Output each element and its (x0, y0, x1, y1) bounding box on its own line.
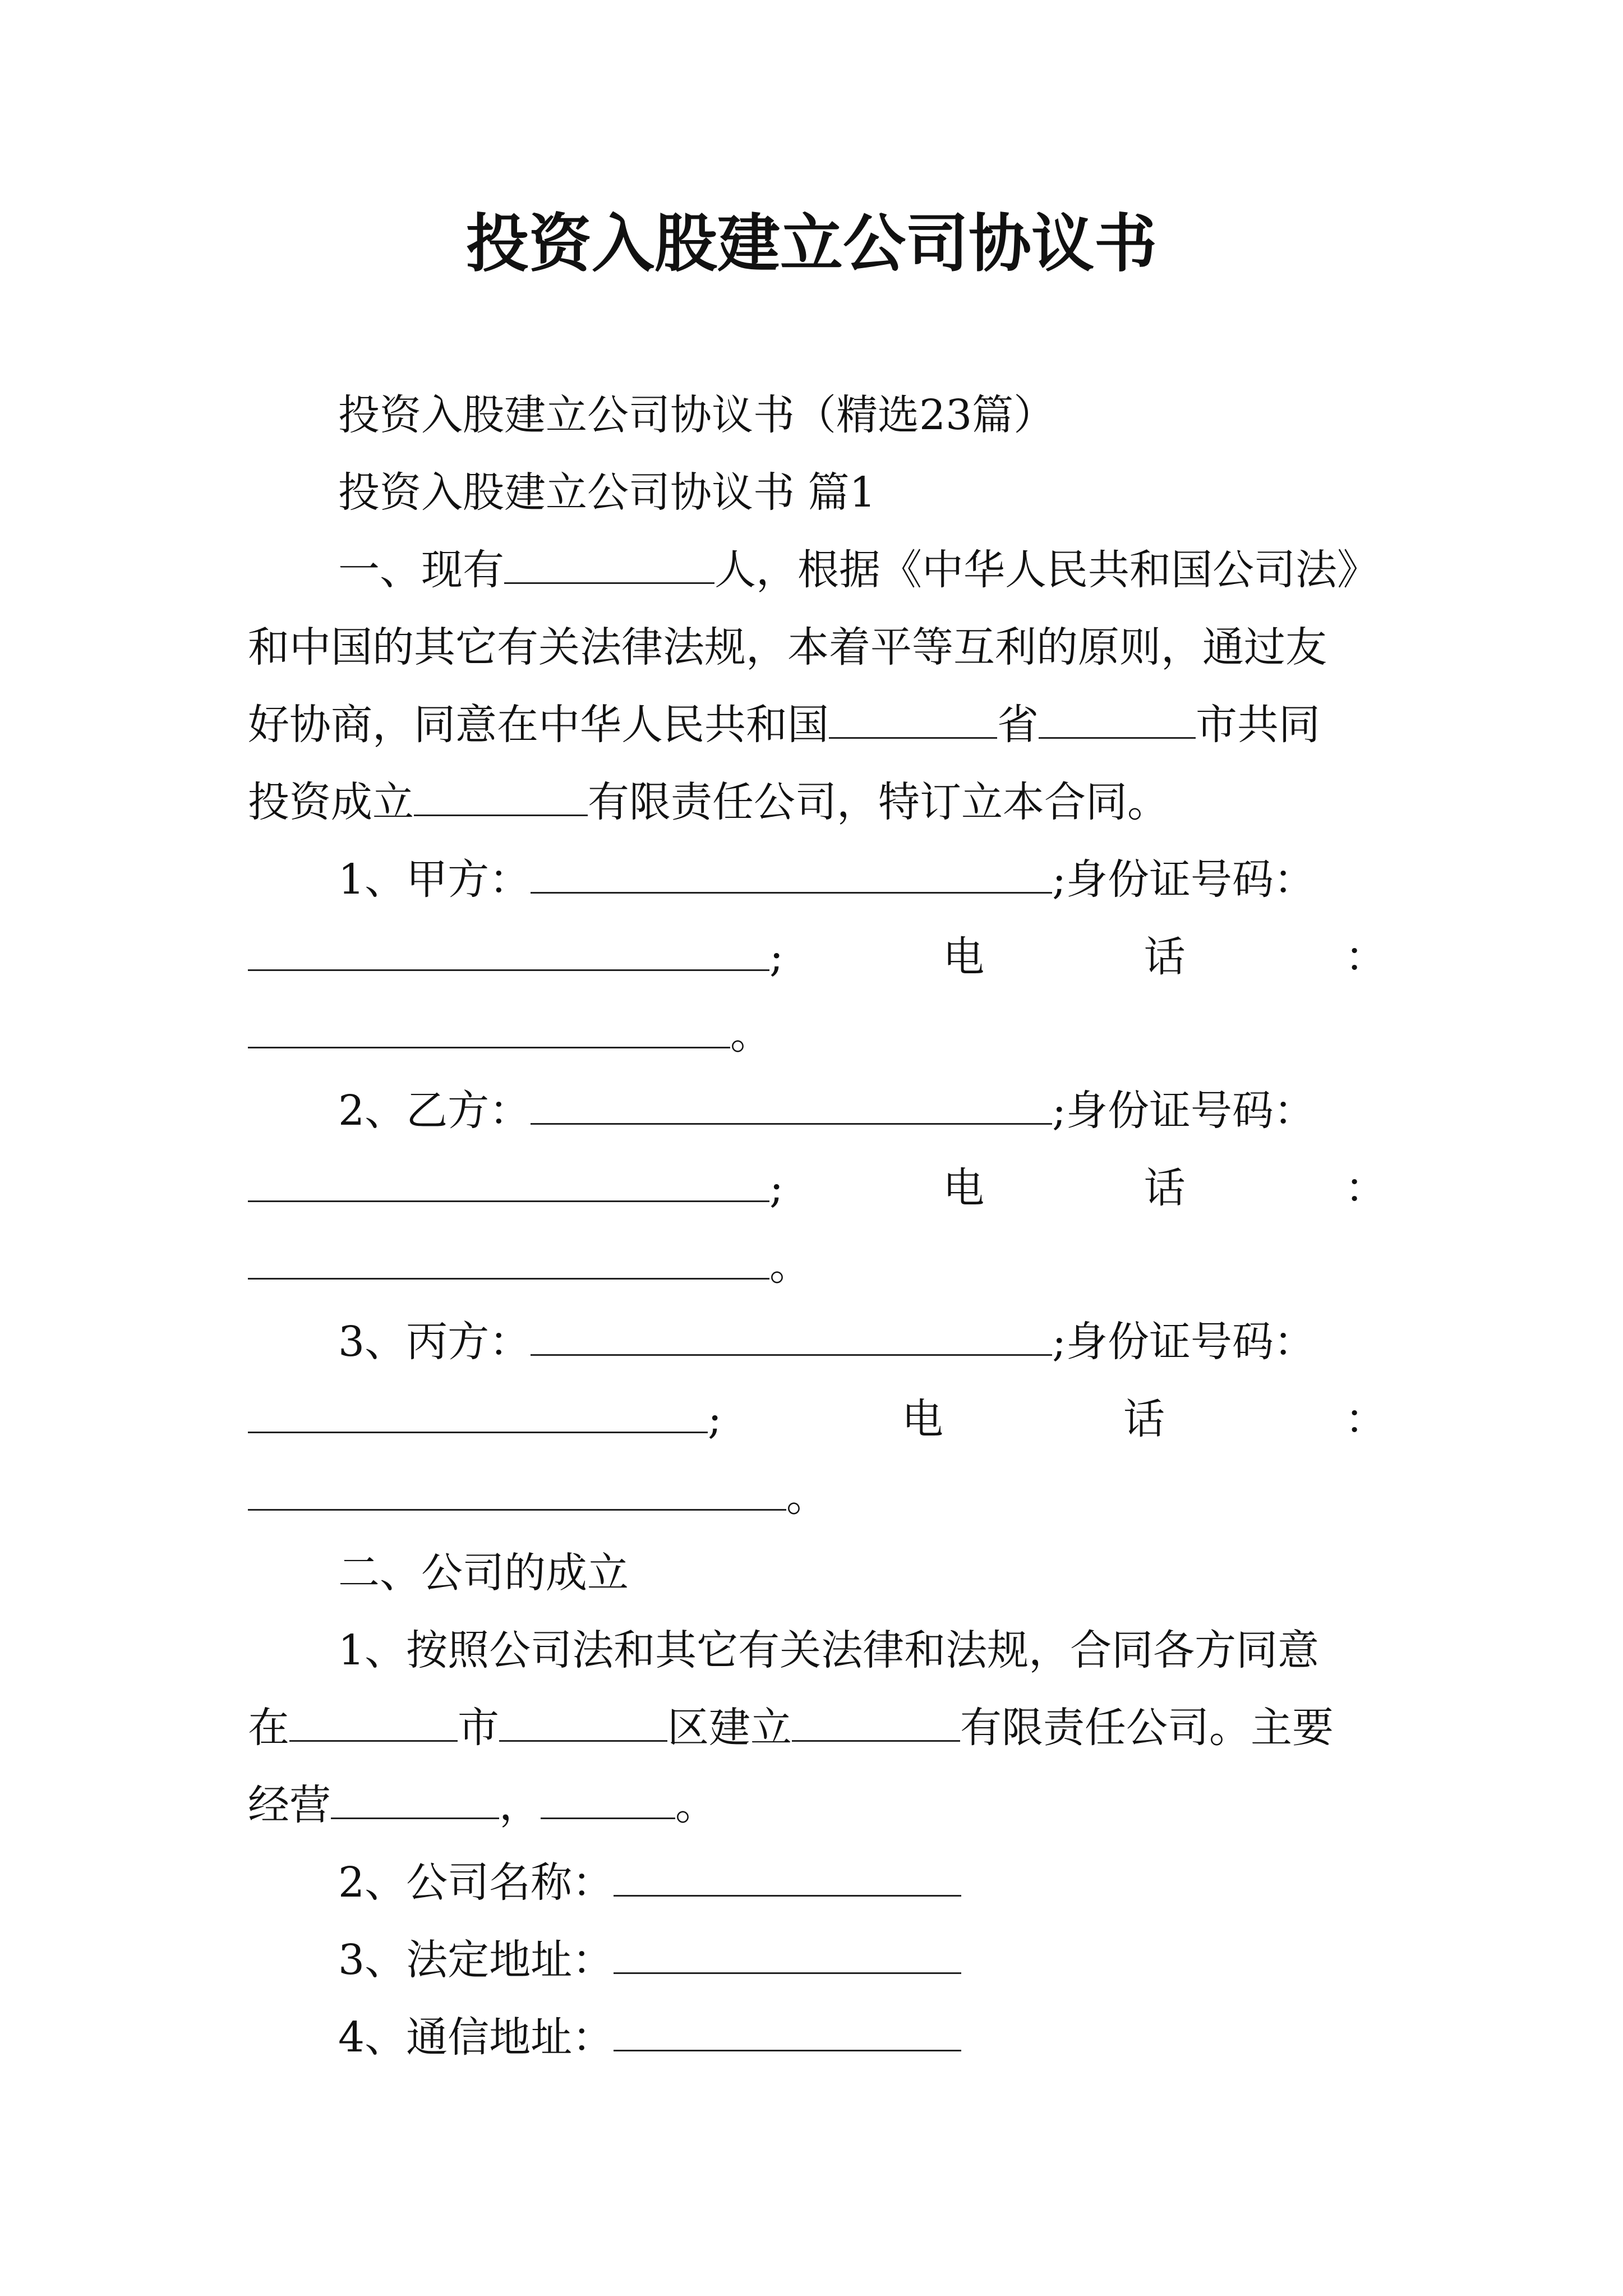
blank-city (1039, 698, 1196, 739)
sec1-line3: 好协商，同意在中华人民共和国 省 市共同 (248, 697, 1386, 753)
blank-company-name (414, 775, 588, 816)
party2-line2: ; 电 话 ： (248, 1160, 1386, 1216)
blank-party3-name (531, 1315, 1052, 1356)
blank-party1-phone (248, 1007, 730, 1048)
document-title: 投资入股建立公司协议书 (466, 207, 1157, 280)
party3-line2: ; 电 话 ： (248, 1391, 1386, 1447)
blank-sec2-city (289, 1701, 458, 1742)
sec1-line1: 一、现有 人，根据《中华人民共和国公司法》 (338, 542, 1386, 598)
blank-party-count (504, 543, 714, 584)
blank-party1-id (248, 930, 769, 971)
party1-line3: 。 (248, 1006, 1386, 1062)
blank-sec2-district (499, 1701, 667, 1742)
blank-province (829, 698, 997, 739)
party2-line3: 。 (248, 1237, 1386, 1294)
sec1-line4: 投资成立 有限责任公司，特订立本合同。 (248, 774, 1386, 830)
item-mailing-address: 4、通信地址： (338, 2009, 1386, 2065)
party3-line1: 3、丙方： ;身份证号码： (338, 1314, 1386, 1370)
subtitle: 投资入股建立公司协议书（精选23篇） (338, 391, 1055, 439)
blank-business-2 (541, 1778, 675, 1819)
party1-line1: 1、甲方： ;身份证号码： (338, 852, 1386, 908)
blank-business-1 (331, 1778, 499, 1819)
item-legal-address: 3、法定地址： (338, 1932, 1386, 1988)
sec1-line2: 和中国的其它有关法律法规，本着平等互利的原则，通过友 (248, 623, 1327, 671)
blank-legal-address (614, 1933, 961, 1974)
item-company-name: 2、公司名称： (338, 1855, 1386, 1911)
blank-party1-name (531, 853, 1052, 894)
blank-company-name-field (614, 1856, 961, 1897)
sec2-heading: 二、公司的成立 (338, 1549, 629, 1597)
party2-line1: 2、乙方： ;身份证号码： (338, 1083, 1386, 1139)
party1-line2: ; 电 话 ： (248, 929, 1386, 985)
blank-party2-name (531, 1084, 1052, 1125)
sec2-p1-line3: 经营 ， 。 (248, 1777, 1386, 1833)
sec2-p1-line2: 在 市 区建立 有限责任公司。主要 (248, 1700, 1386, 1756)
blank-party3-id (248, 1392, 708, 1433)
sec2-p1-line1: 1、按照公司法和其它有关法律和法规，合同各方同意 (338, 1626, 1320, 1674)
chapter-heading: 投资入股建立公司协议书 篇1 (338, 468, 876, 517)
blank-mailing-address (614, 2010, 961, 2051)
blank-party3-phone (248, 1470, 786, 1511)
blank-sec2-company (792, 1701, 960, 1742)
blank-party2-phone (248, 1239, 769, 1280)
blank-party2-id (248, 1161, 769, 1202)
party3-line3: 。 (248, 1469, 1386, 1525)
